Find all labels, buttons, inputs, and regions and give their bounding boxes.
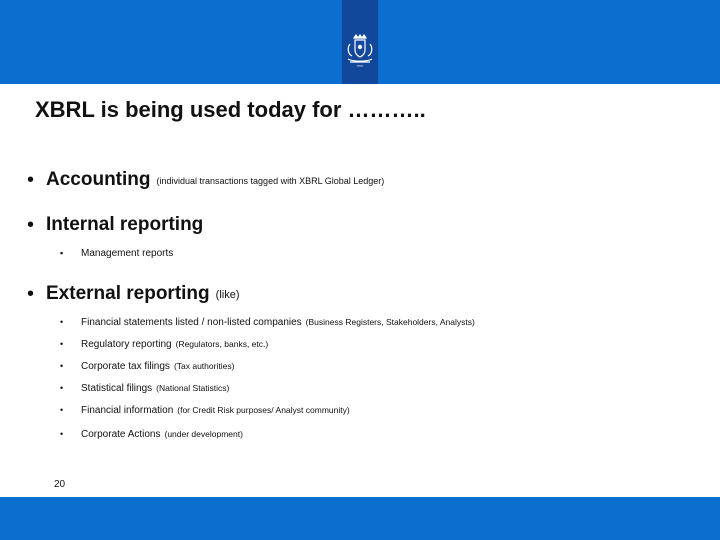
bullet-internal-reporting: [27, 214, 203, 236]
bullet-dot-icon: •: [60, 429, 64, 439]
bullet-dot-icon: •: [27, 214, 35, 236]
bullet-dot-icon: •: [60, 317, 64, 327]
bullet-label: External reporting: [46, 283, 210, 304]
bullet-external-reporting: [27, 283, 240, 305]
bullet-dot-icon: •: [60, 361, 64, 371]
bullet-dot-icon: ▪: [60, 248, 64, 258]
svg-text:≈≈≈: ≈≈≈: [356, 63, 364, 68]
bullet-dot-icon: •: [27, 283, 35, 305]
sub-bullet-note: (National Statistics): [156, 383, 230, 393]
bullet-note: (individual transactions tagged with XBRL Global Ledger): [156, 176, 385, 186]
sub-bullet-text: Statistical filings: [81, 383, 153, 394]
sub-bullet-text: Regulatory reporting: [81, 339, 172, 350]
bullet-accounting: [27, 169, 384, 191]
bullet-dot-icon: •: [60, 383, 64, 393]
logo-strip: [342, 0, 378, 84]
sub-bullet-text: Corporate Actions: [81, 429, 161, 440]
footer-bar: [0, 497, 720, 540]
bullet-dot-icon: •: [60, 405, 64, 415]
slide-title: XBRL is being used today for ………..: [35, 97, 426, 122]
bullet-label: Internal reporting: [46, 214, 204, 235]
coat-of-arms-icon: [344, 34, 376, 68]
sub-bullet-text: Financial information: [81, 405, 174, 416]
sub-bullet-text: Management reports: [81, 248, 174, 259]
sub-bullet-text: Corporate tax filings: [81, 361, 170, 372]
bullet-note: (like): [215, 289, 240, 301]
sub-bullet-note: (Business Registers, Stakeholders, Analysts): [305, 317, 475, 327]
sub-bullet-note: (for Credit Risk purposes/ Analyst community): [177, 405, 350, 415]
sub-bullet-text: Financial statements listed / non-listed companies: [81, 317, 302, 328]
sub-bullet-note: (Tax authorities): [173, 361, 235, 371]
page-number: 20: [54, 479, 66, 490]
sub-bullet-note: (under development): [164, 429, 243, 439]
bullet-label: Accounting: [46, 169, 151, 190]
bullet-dot-icon: •: [60, 339, 64, 349]
sub-bullet-note: (Regulators, banks, etc.): [175, 339, 269, 349]
bullet-dot-icon: •: [27, 169, 35, 191]
